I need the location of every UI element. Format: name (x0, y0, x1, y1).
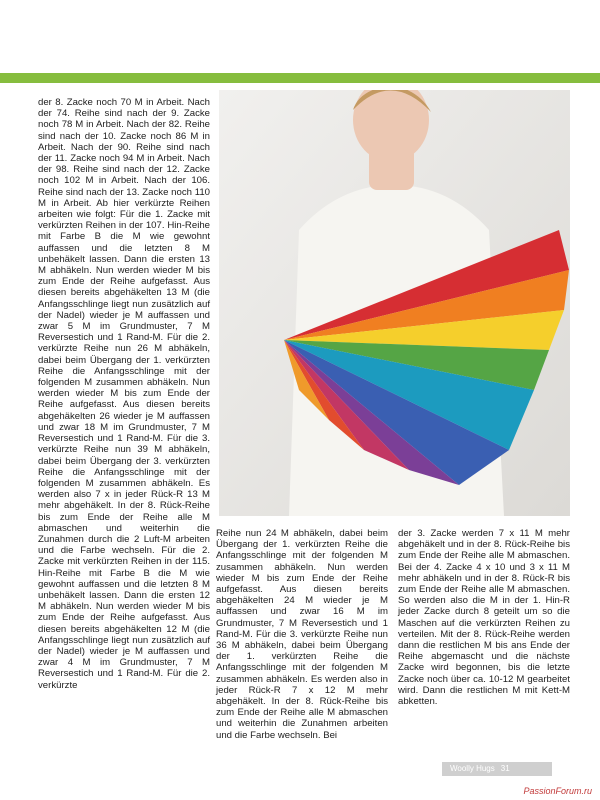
instruction-text-2: Reihe nun 24 M abhäkeln, dabei beim Übergang der 1. verkürzten Reihe die Anfangsschlinge mit der folgenden M zusammen abhäkeln. Nun werden wieder M bis zum Ende der Reihe aufgefasst. Aus diesen bereits abgehäkelten 24 M wieder je M auffassen und zwar 16 M im Grundmuster, 7 M Reversestich und 1 Rand-M. Für die 3. verkürzte Reihe nun 36 M abhäkeln, dabei beim Übergang der 1. verkürzten Reihe die Anfangsschlinge mit der folgenden M zusammen abhäkeln. Es werden also in jeder Rück-R 7 x 12 M mehr abgehäkelt. In der 8. Rück-Reihe bis zum Ende der Reihe alle M abmaschen und weiterhin die Zunahmen arbeiten und die Farbe wechseln. Bei (216, 528, 388, 741)
watermark: PassionForum.ru (523, 786, 592, 796)
accent-bar (0, 73, 600, 83)
page-footer (442, 762, 552, 776)
instruction-text-1: der 8. Zacke noch 70 M in Arbeit. Nach der 74. Reihe sind nach der 9. Zacke noch 78 M in Arbeit. Nach der 82. Reihe sind nach der 10. Zacke noch 86 M in Arbeit. Nach der 90. Reihe sind nach der 11. Zacke noch 94 M in Arbeit. Nach der 98. Reihe sind nach der 12. Zacke noch 102 M in Arbeit. Nach der 106. Reihe sind nach der 13. Zacke noch 110 M in Arbeit. Ab hier verkürzte Reihen arbeiten wie folgt: Für die 1. Zacke mit verkürzten Reihen in der 107. Hin-Reihe mit Farbe B die M wie gewohnt auffassen und die letzten 8 M unbehäkelt lassen. Dann die ersten 13 M abhäkeln. Nun werden wieder M bis zum Ende der Reihe aufgefasst. Aus diesen bereits abgehäkelten 13 M (die Anfangsschlinge liegt nun zusätzlich auf der Nadel) wieder je M auffassen und zwar 5 M im Grundmuster, 7 M Reversestich und 1 Rand-M. Für die 2. verkürzte Reihe nun 26 M abhäkeln, dabei beim Übergang der 1. verkürzten Reihe die Anfangsschlinge mit der folgenden M zusammen abhäkeln. Nun werden wieder M bis zum Ende der Reihe aufgefasst. Aus diesen bereits abgehäkelten 26 wieder je M auffassen und zwar 18 M im Grundmuster, 7 M Reversestich und 1 Rand-M. Für die 3. verkürzte Reihe nun 39 M abhäkeln, dabei beim Übergang der 3. verkürzten Reihe die Anfangsschlinge mit der folgenden M zusammen abhäkeln. Es werden also 7 x in jeder Rück-R 13 M mehr abgehäkelt. In der 8. Rück-Reihe bis zum Ende der Reihe alle M abmaschen und weiterhin die Zunahmen durch die 2 Luft-M arbeiten und die Farbe wechseln. Für die 2. Zacke mit verkürzten Reihen in der 115. Hin-Reihe mit Farbe B die M wie gewohnt auffassen und die letzten 8 M unbehäkelt lassen. Dann die ersten 12 M abhäkeln. Nun werden wieder M bis zum Ende der Reihe aufgefasst. Aus diesen bereits abgehäkelten 12 M (die Anfangsschlinge liegt nun zusätzlich auf der Nadel) wieder je M auffassen und zwar 4 M im Grundmuster, 7 M Reversestich und 1 Rand-M. Für die 2. verkürzte (38, 97, 210, 691)
text-column-1 (38, 97, 210, 691)
page-number: 31 (500, 764, 510, 773)
text-column-3 (398, 528, 570, 707)
text-column-2 (216, 528, 388, 741)
model-photo (219, 90, 570, 516)
instruction-text-3: der 3. Zacke werden 7 x 11 M mehr abgehäkelt und in der 8. Rück-Reihe bis zum Ende der Reihe alle M abmaschen. Bei der 4. Zacke 4 x 10 und 3 x 11 M mehr abhäkeln und in der 8. Rück-R bis zum Ende der Reihe alle M abmaschen. So werden also die M in der 1. Hin-R jeder Zacke durch 8 geteilt um so die Maschen auf die verkürzten Reihen zu verteilen. Mit der 8. Rück-Reihe werden dann die restlichen M bis ans Ende der Reihe abgemascht und die nächste Zacke wird begonnen, bis die letzte Zacke noch über ca. 10-12 M gearbeitet wird. Dann die restlichen M mit Kett-M abketten. (398, 528, 570, 708)
magazine-name: Woolly Hugs (450, 764, 495, 773)
shawl-illustration (219, 90, 570, 516)
